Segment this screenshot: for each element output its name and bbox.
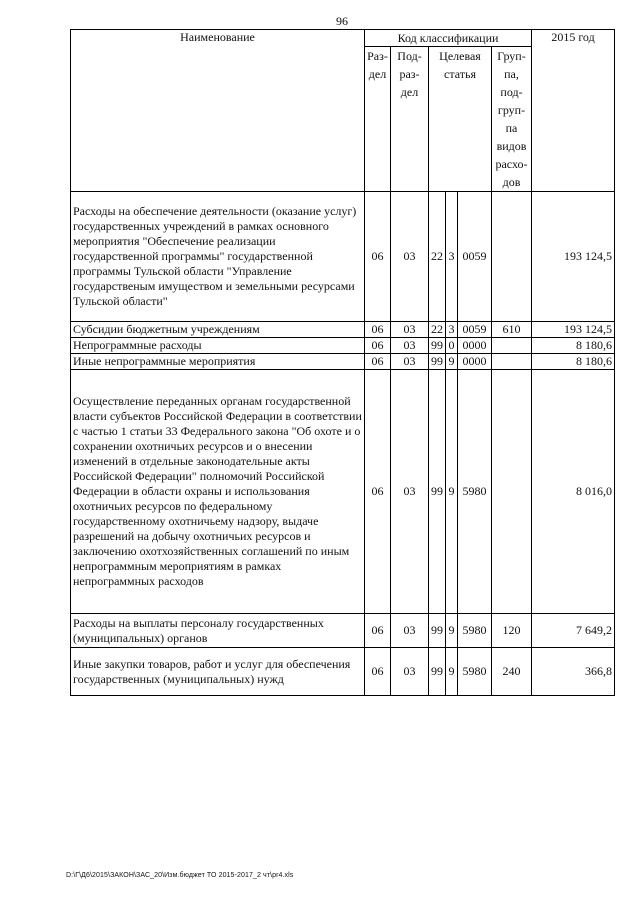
row-target-subprogram: 0 bbox=[446, 338, 458, 354]
table-row bbox=[71, 614, 615, 648]
row-name: Осуществление переданных органам государственной власти субъектов Российской Федерации в соответствии с частью 1 статьи 33 Федерального закона "Об охоте и о сохранении охотничьих ресурсов и о внесении изменений в отдельные законодательные акты Российской Федерации" полномочий Российской Федерации в области охраны и использования охотничьих ресурсов по федеральному государственному охотничьему надзору, выдаче разрешений на добычу охотничьих ресурсов и заключению охотхозяйственных соглашений по иным непрограммным мероприятиям в рамках непрограммных расходов bbox=[71, 370, 365, 614]
row-expense-group bbox=[492, 354, 532, 370]
row-amount: 8 180,6 bbox=[532, 338, 615, 354]
header-name: Наименование bbox=[71, 30, 365, 192]
row-amount: 193 124,5 bbox=[532, 192, 615, 322]
row-expense-group: 240 bbox=[492, 648, 532, 696]
row-expense-group: 120 bbox=[492, 614, 532, 648]
row-target-program: 99 bbox=[429, 648, 446, 696]
row-target-direction: 5980 bbox=[458, 614, 492, 648]
table-row bbox=[71, 322, 615, 338]
row-section: 06 bbox=[365, 192, 391, 322]
row-section: 06 bbox=[365, 338, 391, 354]
table-row bbox=[71, 354, 615, 370]
row-target-subprogram: 9 bbox=[446, 370, 458, 614]
row-amount: 8 016,0 bbox=[532, 370, 615, 614]
header-section: Раз- дел bbox=[365, 47, 391, 192]
row-target-subprogram: 9 bbox=[446, 648, 458, 696]
row-target-direction: 0000 bbox=[458, 338, 492, 354]
row-subsection: 03 bbox=[391, 322, 429, 338]
row-target-direction: 0000 bbox=[458, 354, 492, 370]
row-section: 06 bbox=[365, 648, 391, 696]
header-target-article: Целевая статья bbox=[429, 47, 492, 192]
row-target-subprogram: 9 bbox=[446, 614, 458, 648]
row-target-direction: 0059 bbox=[458, 192, 492, 322]
file-path-footer: D:\Г\Д6\2015\ЗАКОН\ЗАС_20\Изм.бюджет ТО 2015-2017_2 чт\pr4.xls bbox=[66, 872, 294, 879]
row-subsection: 03 bbox=[391, 648, 429, 696]
row-name: Субсидии бюджетным учреждениям bbox=[71, 322, 365, 338]
row-section: 06 bbox=[365, 322, 391, 338]
row-target-program: 22 bbox=[429, 322, 446, 338]
row-expense-group bbox=[492, 370, 532, 614]
header-subsection: Под- раз- дел bbox=[391, 47, 429, 192]
row-name: Расходы на обеспечение деятельности (оказание услуг) государственных учреждений в рамках основного мероприятия "Обеспечение реализации государственной программы" государственной программы Тульской области "Управление государственым имуществом и земельными ресурсами Тульской области" bbox=[71, 192, 365, 322]
header-year: 2015 год bbox=[532, 30, 615, 192]
row-expense-group: 610 bbox=[492, 322, 532, 338]
row-name: Иные закупки товаров, работ и услуг для обеспечения государственных (муниципальных) нужд bbox=[71, 648, 365, 696]
row-subsection: 03 bbox=[391, 614, 429, 648]
row-name: Иные непрограммные мероприятия bbox=[71, 354, 365, 370]
row-amount: 366,8 bbox=[532, 648, 615, 696]
row-amount: 8 180,6 bbox=[532, 354, 615, 370]
row-expense-group bbox=[492, 338, 532, 354]
row-target-program: 99 bbox=[429, 370, 446, 614]
row-subsection: 03 bbox=[391, 192, 429, 322]
row-subsection: 03 bbox=[391, 354, 429, 370]
row-expense-group bbox=[492, 192, 532, 322]
table-row bbox=[71, 338, 615, 354]
row-name: Непрограммные расходы bbox=[71, 338, 365, 354]
table-row bbox=[71, 370, 615, 614]
row-section: 06 bbox=[365, 614, 391, 648]
row-amount: 193 124,5 bbox=[532, 322, 615, 338]
row-amount: 7 649,2 bbox=[532, 614, 615, 648]
table-row bbox=[71, 192, 615, 322]
row-target-subprogram: 3 bbox=[446, 192, 458, 322]
row-target-program: 99 bbox=[429, 338, 446, 354]
row-target-direction: 0059 bbox=[458, 322, 492, 338]
header-row-top bbox=[71, 30, 615, 47]
row-target-subprogram: 9 bbox=[446, 354, 458, 370]
row-target-direction: 5980 bbox=[458, 648, 492, 696]
row-target-direction: 5980 bbox=[458, 370, 492, 614]
row-subsection: 03 bbox=[391, 370, 429, 614]
row-target-subprogram: 3 bbox=[446, 322, 458, 338]
row-subsection: 03 bbox=[391, 338, 429, 354]
row-section: 06 bbox=[365, 354, 391, 370]
row-section: 06 bbox=[365, 370, 391, 614]
row-target-program: 22 bbox=[429, 192, 446, 322]
header-expense-group: Груп- па, под- груп- па видов расхо- дов bbox=[492, 47, 532, 192]
budget-table bbox=[70, 29, 615, 696]
row-target-program: 99 bbox=[429, 614, 446, 648]
row-target-program: 99 bbox=[429, 354, 446, 370]
table-row bbox=[71, 648, 615, 696]
page-number: 96 bbox=[336, 14, 348, 28]
header-classification-code: Код классификации bbox=[365, 30, 532, 47]
row-name: Расходы на выплаты персоналу государственных (муниципальных) органов bbox=[71, 614, 365, 648]
